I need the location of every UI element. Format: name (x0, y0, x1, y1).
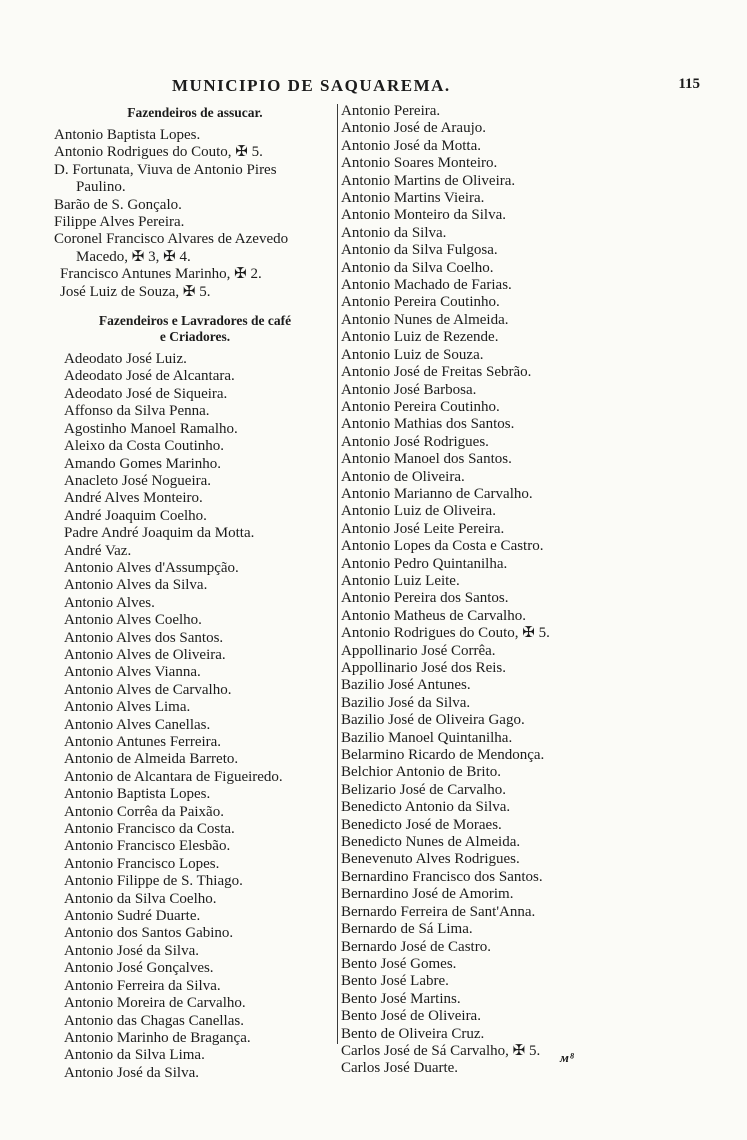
list-item: Benedicto José de Moraes. (341, 816, 502, 833)
list-item-continuation: Paulino. (76, 179, 126, 196)
list-item: Antonio Alves Coelho. (64, 612, 202, 629)
list-item: Appollinario José Corrêa. (341, 642, 496, 659)
list-item: Bazilio José de Oliveira Gago. (341, 712, 525, 729)
list-item: Antonio de Oliveira. (341, 468, 465, 485)
list-item: Antonio José Gonçalves. (64, 960, 214, 977)
list-item: Benedicto Antonio da Silva. (341, 799, 511, 816)
list-item: Antonio Pereira Coutinho. (341, 398, 500, 415)
list-item: Carlos José Duarte. (341, 1060, 459, 1077)
list-item: Antonio dos Santos Gabino. (64, 925, 234, 942)
list-item: Antonio Mathias dos Santos. (341, 416, 515, 433)
list-item: Antonio Francisco Elesbão. (64, 838, 231, 855)
list-item: Belizario José de Carvalho. (341, 781, 506, 798)
list-item: Padre André Joaquim da Motta. (64, 525, 255, 542)
list-item: Antonio Sudré Duarte. (64, 908, 201, 925)
list-item: D. Fortunata, Viuva de Antonio Pires (54, 161, 277, 178)
list-item: André Joaquim Coelho. (64, 507, 207, 524)
list-item: Appollinario José dos Reis. (341, 660, 506, 676)
list-item: Antonio Soares Monteiro. (341, 155, 498, 172)
list-item: Affonso da Silva Penna. (64, 403, 210, 420)
list-item: Antonio Monteiro da Silva. (341, 207, 506, 224)
page-title: MUNICIPIO DE SAQUAREMA. (172, 76, 451, 95)
list-item: Antonio de Alcantara de Figueiredo. (64, 768, 283, 785)
list-item: Adeodato José de Siqueira. (64, 385, 228, 402)
list-item: Antonio Alves dos Santos. (64, 629, 224, 646)
list-item: Bento de Oliveira Cruz. (341, 1025, 485, 1042)
page-number: 115 (678, 76, 700, 92)
list-item: Antonio Pereira Coutinho. (341, 294, 500, 311)
list-item: Benedicto Nunes de Almeida. (341, 834, 521, 851)
right-column (341, 103, 699, 1078)
list-item: Antonio José da Silva. (64, 1064, 199, 1081)
list-item: Antonio José de Araujo. (341, 120, 486, 137)
list-item: Adeodato José Luiz. (64, 351, 187, 368)
list-item: Barão de S. Gonçalo. (54, 196, 182, 213)
list-item: Antonio Alves Canellas. (64, 716, 211, 733)
list-item: Antonio Alves Lima. (64, 699, 191, 716)
coffee-list (54, 351, 336, 1082)
list-item: Antonio Antunes Ferreira. (64, 734, 222, 750)
list-item: Antonio Luiz de Souza. (341, 346, 484, 363)
list-item: Bento José de Oliveira. (341, 1008, 481, 1025)
list-item: Filippe Alves Pereira. (54, 214, 185, 231)
list-item: Antonio Ferreira da Silva. (64, 977, 221, 994)
list-item: Antonio da Silva Lima. (64, 1047, 205, 1064)
list-item: Antonio Alves de Carvalho. (64, 681, 232, 698)
list-item: Antonio da Silva Coelho. (64, 890, 217, 907)
section-title-coffee: Fazendeiros e Lavradores de café (98, 313, 292, 329)
list-item: Bazilio José da Silva. (341, 694, 471, 711)
list-item: Antonio José de Freitas Sebrão. (341, 364, 532, 381)
list-item: Antonio Alves d'Assumpção. (64, 559, 239, 576)
list-item: Antonio Lopes da Costa e Castro. (341, 538, 544, 555)
list-item: Antonio José da Motta. (341, 137, 481, 154)
list-item: Antonio Machado de Farias. (341, 277, 512, 294)
list-item: Antonio Nunes de Almeida. (341, 311, 509, 328)
list-item: Bernardo de Sá Lima. (341, 921, 473, 938)
list-item: Amando Gomes Marinho. (64, 455, 222, 472)
column-divider (337, 104, 338, 1044)
list-item: André Vaz. (64, 542, 132, 559)
list-item: Antonio da Silva Fulgosa. (341, 242, 498, 259)
list-item-continuation: Macedo, ✠ 3, ✠ 4. (76, 248, 191, 265)
left-column (54, 103, 336, 1082)
list-item: Antonio da Silva. (341, 224, 447, 241)
list-item: Antonio Baptista Lopes. (54, 127, 201, 143)
list-item: Antonio Filippe de S. Thiago. (64, 873, 243, 890)
list-item: Antonio Corrêa da Paixão. (64, 803, 224, 820)
list-item: Antonio Marianno de Carvalho. (341, 485, 533, 502)
list-item: Antonio da Silva Coelho. (341, 259, 494, 276)
list-item: Antonio Francisco da Costa. (64, 821, 235, 838)
list-item: Bernardo José de Castro. (341, 938, 491, 955)
list-item: Antonio Alves Vianna. (64, 664, 201, 681)
list-item: Antonio das Chagas Canellas. (64, 1012, 244, 1029)
list-item: Bazilio José Antunes. (341, 677, 471, 694)
list-item: Antonio Luiz Leite. (341, 572, 460, 589)
section-title-coffee-line2: e Criadores. (159, 329, 231, 345)
list-item: Bazilio Manoel Quintanilha. (341, 729, 513, 746)
list-item: Antonio Manoel dos Santos. (341, 451, 512, 468)
list-item: Antonio Pereira. (341, 103, 441, 119)
list-item: Bernardino Francisco dos Santos. (341, 868, 543, 885)
list-item: Antonio José Rodrigues. (341, 433, 489, 450)
list-item: Aleixo da Costa Coutinho. (64, 438, 224, 455)
list-item: André Alves Monteiro. (64, 490, 203, 507)
list-item: Antonio Moreira de Carvalho. (64, 995, 246, 1012)
list-item: Coronel Francisco Alvares de Azevedo (54, 231, 289, 248)
list-item: Bento José Labre. (341, 973, 449, 990)
list-item: Antonio Alves de Oliveira. (64, 646, 226, 663)
list-item: Antonio Luiz de Rezende. (341, 329, 499, 346)
list-item: Benevenuto Alves Rodrigues. (341, 851, 520, 868)
list-item: Antonio Luiz de Oliveira. (341, 503, 496, 520)
list-item: Antonio de Almeida Barreto. (64, 751, 239, 768)
list-item: Bernardo Ferreira de Sant'Anna. (341, 903, 536, 920)
list-item: Antonio Rodrigues do Couto, ✠ 5. (341, 625, 550, 642)
list-item: Agostinho Manoel Ramalho. (64, 420, 238, 437)
list-item: Antonio Francisco Lopes. (64, 855, 220, 872)
list-item: José Luiz de Souza, ✠ 5. (60, 283, 211, 300)
list-item: Antonio Pedro Quintanilha. (341, 555, 508, 572)
list-item: Antonio José Leite Pereira. (341, 520, 505, 537)
list-item: Antonio Alves da Silva. (64, 577, 208, 594)
list-item: Bernardino José de Amorim. (341, 886, 514, 903)
list-item: Antonio Baptista Lopes. (64, 786, 211, 803)
page-header (50, 76, 700, 100)
list-item: Belarmino Ricardo de Mendonça. (341, 747, 545, 764)
section-title-sugar: Fazendeiros de assucar. (127, 105, 263, 120)
list-item: Anacleto José Nogueira. (64, 472, 212, 489)
list-item: Antonio Martins Vieira. (341, 190, 485, 207)
list-item: Antonio Martins de Oliveira. (341, 172, 516, 189)
list-item: Francisco Antunes Marinho, ✠ 2. (60, 266, 262, 283)
list-item: Antonio Rodrigues do Couto, ✠ 5. (54, 144, 263, 161)
list-item: Belchior Antonio de Brito. (341, 764, 501, 781)
list-item: Antonio José Barbosa. (341, 381, 477, 398)
list-item: Antonio Pereira dos Santos. (341, 590, 509, 607)
list-item: Antonio Alves. (64, 594, 155, 611)
list-item: Bento José Gomes. (341, 955, 457, 972)
list-item: Carlos José de Sá Carvalho, ✠ 5. (341, 1042, 541, 1059)
printer-signature: м⁸ (560, 1050, 576, 1065)
list-item: Adeodato José de Alcantara. (64, 368, 235, 385)
list-item: Antonio José da Silva. (64, 942, 199, 959)
list-item: Bento José Martins. (341, 990, 461, 1007)
list-item: Antonio Matheus de Carvalho. (341, 607, 526, 624)
list-item: Antonio Marinho de Bragança. (64, 1029, 251, 1046)
